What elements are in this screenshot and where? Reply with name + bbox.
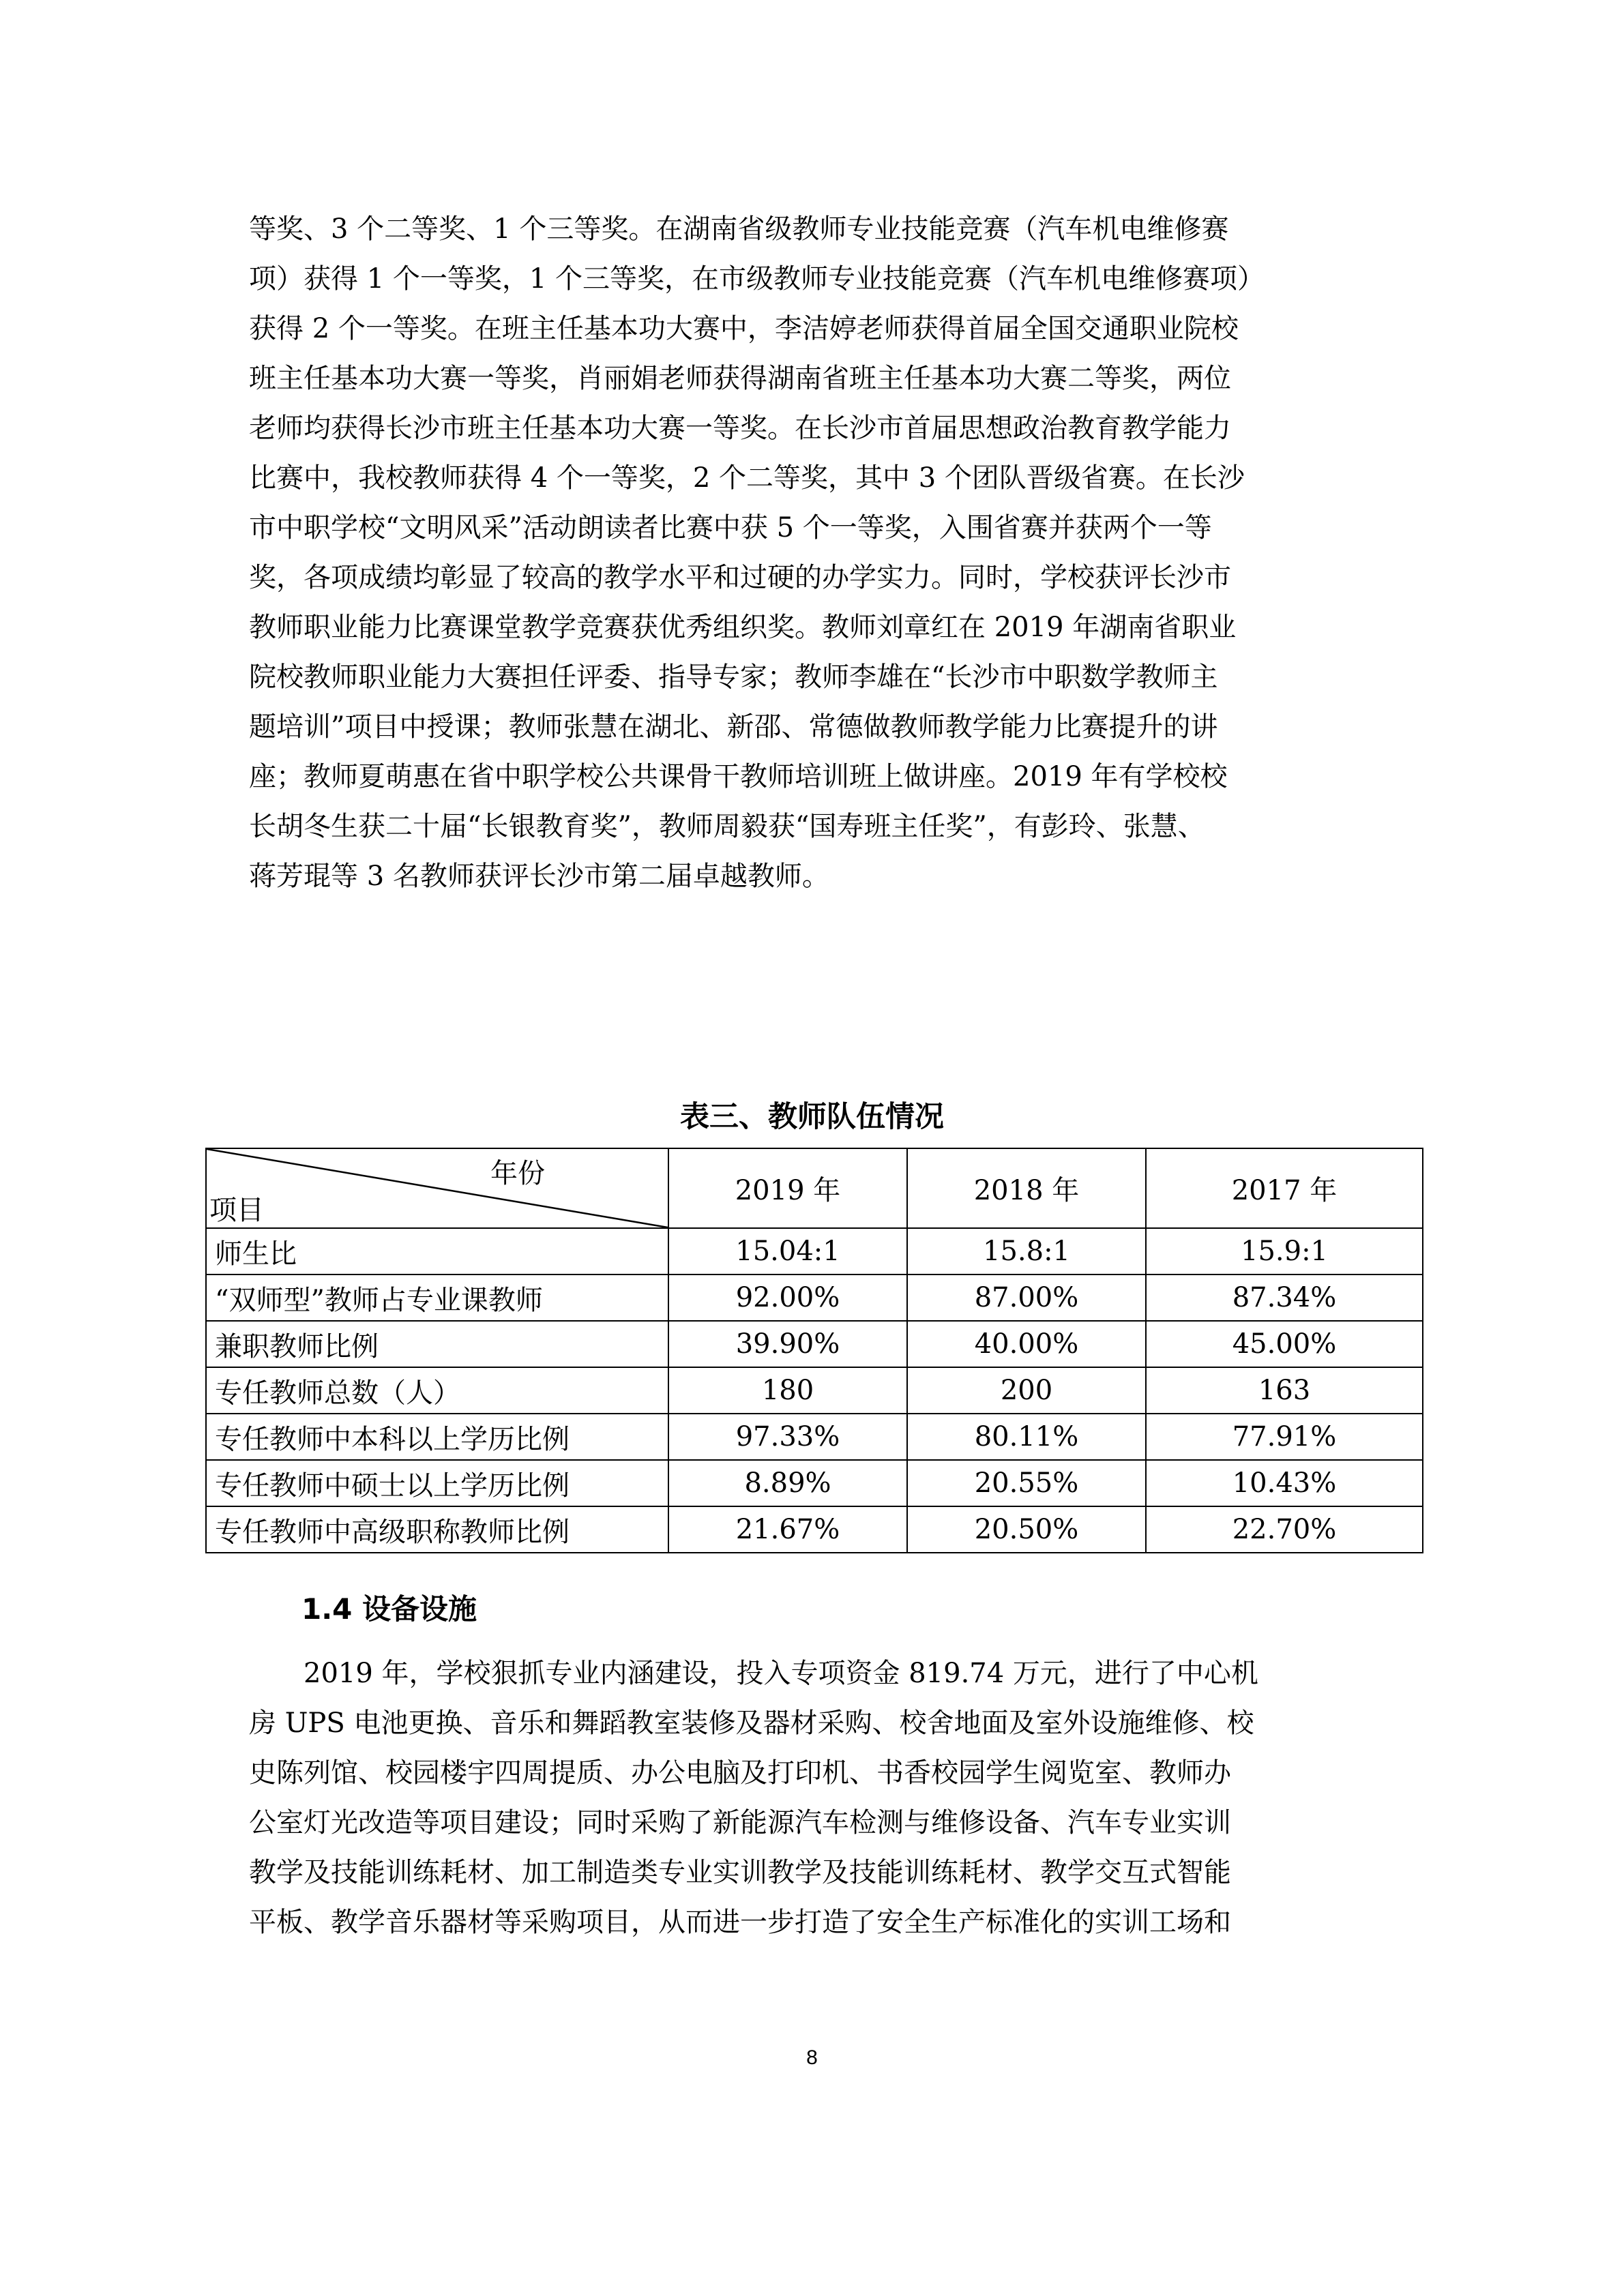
table-cell: 22.70% xyxy=(1146,1506,1423,1553)
text-line: 座；教师夏萌惠在省中职学校公共课骨干教师培训班上做讲座。2019 年有学校校 xyxy=(249,761,1228,792)
table-cell: 21.67% xyxy=(668,1506,907,1553)
text-line: 比赛中，我校教师获得 4 个一等奖，2 个二等奖，其中 3 个团队晋级省赛。在长沙 xyxy=(249,462,1245,494)
text-line: 蒋芳琨等 3 名教师获评长沙市第二届卓越教师。 xyxy=(249,861,829,892)
table-cell: 20.55% xyxy=(907,1460,1146,1506)
table-cell: 45.00% xyxy=(1146,1321,1423,1367)
corner-year-label: 年份 xyxy=(490,1158,545,1189)
text-line: 公室灯光改造等项目建设；同时采购了新能源汽车检测与维修设备、汽车专业实训 xyxy=(249,1807,1231,1838)
text-line: 长胡冬生获二十届“长银教育奖”，教师周毅获“国寿班主任奖”，有彭玲、张慧、 xyxy=(249,811,1205,842)
row-item-label: 专任教师中本科以上学历比例 xyxy=(206,1414,668,1460)
row-item-label: 师生比 xyxy=(206,1228,668,1274)
table-caption: 表三、教师队伍情况 xyxy=(680,1100,944,1134)
table-row xyxy=(206,1228,1423,1274)
row-item-label: 专任教师中高级职称教师比例 xyxy=(206,1506,668,1553)
table-cell: 15.04:1 xyxy=(668,1228,907,1274)
text-line: 教师职业能力比赛课堂教学竞赛获优秀组织奖。教师刘章红在 2019 年湖南省职业 xyxy=(249,612,1237,643)
text-line: 房 UPS 电池更换、音乐和舞蹈教室装修及器材采购、校舍地面及室外设施维修、校 xyxy=(249,1708,1254,1739)
table-row xyxy=(206,1506,1423,1553)
text-line: 获得 2 个一等奖。在班主任基本功大赛中，李洁婷老师获得首届全国交通职业院校 xyxy=(249,313,1239,344)
table-cell: 39.90% xyxy=(668,1321,907,1367)
page-number: 8 xyxy=(806,2046,818,2069)
table-cell: 20.50% xyxy=(907,1506,1146,1553)
table-cell: 87.34% xyxy=(1146,1274,1423,1321)
table-cell: 15.8:1 xyxy=(907,1228,1146,1274)
corner-header-cell xyxy=(206,1148,668,1228)
teacher-staff-table xyxy=(205,1148,1423,1553)
text-line: 等奖、3 个二等奖、1 个三等奖。在湖南省级教师专业技能竞赛（汽车机电维修赛 xyxy=(249,213,1229,245)
table-cell: 80.11% xyxy=(907,1414,1146,1460)
row-item-label: 专任教师中硕士以上学历比例 xyxy=(206,1460,668,1506)
table-cell: 92.00% xyxy=(668,1274,907,1321)
text-line: 项）获得 1 个一等奖，1 个三等奖，在市级教师专业技能竞赛（汽车机电维修赛项） xyxy=(249,263,1265,295)
year-header-2017: 2017 年 xyxy=(1146,1148,1423,1228)
text-line: 奖，各项成绩均彰显了较高的教学水平和过硬的办学实力。同时，学校获评长沙市 xyxy=(249,562,1231,593)
table-cell: 40.00% xyxy=(907,1321,1146,1367)
corner-item-label: 项目 xyxy=(209,1195,264,1226)
table-row xyxy=(206,1460,1423,1506)
text-line: 题培训”项目中授课；教师张慧在湖北、新邵、常德做教师教学能力比赛提升的讲 xyxy=(249,711,1218,743)
body-paragraph-facilities xyxy=(249,1649,1421,1948)
table-cell: 10.43% xyxy=(1146,1460,1423,1506)
text-line: 市中职学校“文明风采”活动朗读者比赛中获 5 个一等奖，入围省赛并获两个一等 xyxy=(249,512,1212,543)
row-item-label: 专任教师总数（人） xyxy=(206,1367,668,1414)
table-row xyxy=(206,1414,1423,1460)
table-cell: 87.00% xyxy=(907,1274,1146,1321)
table-cell: 200 xyxy=(907,1367,1146,1414)
year-header-2019: 2019 年 xyxy=(668,1148,907,1228)
text-line: 2019 年，学校狠抓专业内涵建设，投入专项资金 819.74 万元，进行了中心机 xyxy=(304,1658,1258,1689)
text-line: 平板、教学音乐器材等采购项目，从而进一步打造了安全生产标准化的实训工场和 xyxy=(249,1907,1231,1938)
year-header-2018: 2018 年 xyxy=(907,1148,1146,1228)
row-item-label: 兼职教师比例 xyxy=(206,1321,668,1367)
table-row xyxy=(206,1321,1423,1367)
table-cell: 77.91% xyxy=(1146,1414,1423,1460)
table-cell: 163 xyxy=(1146,1367,1423,1414)
table-cell: 97.33% xyxy=(668,1414,907,1460)
table-cell: 15.9:1 xyxy=(1146,1228,1423,1274)
text-line: 老师均获得长沙市班主任基本功大赛一等奖。在长沙市首届思想政治教育教学能力 xyxy=(249,413,1231,444)
text-line: 班主任基本功大赛一等奖，肖丽娟老师获得湖南省班主任基本功大赛二等奖，两位 xyxy=(249,363,1231,394)
table-row xyxy=(206,1367,1423,1414)
text-line: 史陈列馆、校园楼宇四周提质、办公电脑及打印机、书香校园学生阅览室、教师办 xyxy=(249,1757,1231,1789)
table-cell: 8.89% xyxy=(668,1460,907,1506)
table-header-row xyxy=(206,1148,1423,1228)
text-line: 教学及技能训练耗材、加工制造类专业实训教学及技能训练耗材、教学交互式智能 xyxy=(249,1857,1231,1888)
table-row xyxy=(206,1274,1423,1321)
body-paragraph-awards xyxy=(249,205,1421,901)
section-heading: 1.4 设备设施 xyxy=(301,1592,477,1626)
table-cell: 180 xyxy=(668,1367,907,1414)
row-item-label: “双师型”教师占专业课教师 xyxy=(206,1274,668,1321)
text-line: 院校教师职业能力大赛担任评委、指导专家；教师李雄在“长沙市中职数学教师主 xyxy=(249,661,1218,693)
